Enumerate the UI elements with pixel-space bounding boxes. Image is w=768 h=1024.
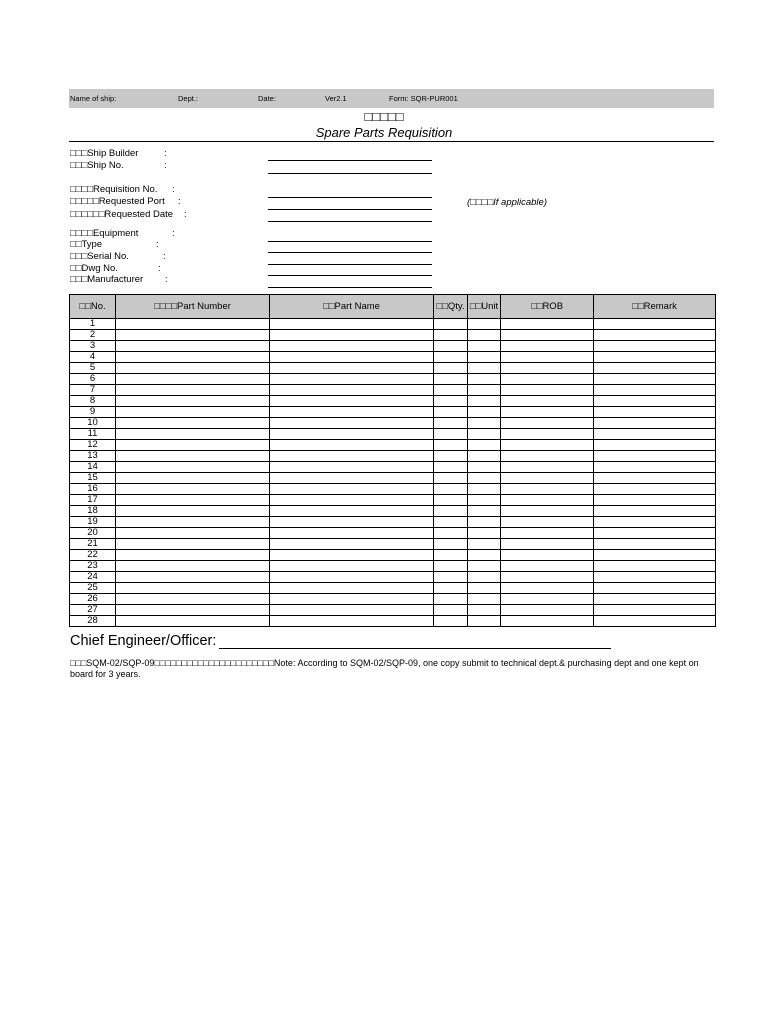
qty-cell[interactable] [434,616,468,627]
qty-cell[interactable] [434,572,468,583]
row-number-cell: 22 [70,550,116,561]
parts-table-header [70,295,716,319]
remark-cell[interactable] [594,517,716,528]
qty-cell[interactable] [434,341,468,352]
requested-port-label: □□□□□Requested Port [70,196,165,207]
col-header-part-name: □□Part Name [270,295,434,319]
row-number-cell: 26 [70,594,116,605]
part-number-cell[interactable] [116,583,270,594]
rob-cell[interactable] [501,473,594,484]
table-row [70,605,716,616]
remark-cell[interactable] [594,473,716,484]
table-row [70,363,716,374]
row-number-cell: 20 [70,528,116,539]
row-number-cell: 18 [70,506,116,517]
row-number-cell: 5 [70,363,116,374]
table-row [70,616,716,627]
rob-cell[interactable] [501,341,594,352]
part-name-cell[interactable] [270,583,434,594]
col-header-remark: □□Remark [594,295,716,319]
unit-cell[interactable] [468,572,501,583]
qty-cell[interactable] [434,605,468,616]
part-number-cell[interactable] [116,616,270,627]
ship-no-field[interactable] [268,173,432,174]
remark-cell[interactable] [594,451,716,462]
remark-cell[interactable] [594,539,716,550]
field-colon: : [156,239,159,250]
part-number-cell[interactable] [116,396,270,407]
part-name-cell[interactable] [270,352,434,363]
col-header-part-number: □□□□Part Number [116,295,270,319]
part-name-cell[interactable] [270,561,434,572]
part-name-cell[interactable] [270,319,434,330]
date-label: Date: [258,94,276,103]
field-colon: : [164,148,167,159]
row-number-cell: 13 [70,451,116,462]
unit-cell[interactable] [468,451,501,462]
part-number-cell[interactable] [116,506,270,517]
remark-cell[interactable] [594,396,716,407]
qty-cell[interactable] [434,495,468,506]
part-number-cell[interactable] [116,451,270,462]
col-header-unit: □□Unit [468,295,501,319]
table-row [70,418,716,429]
remark-cell[interactable] [594,572,716,583]
requested-date-field[interactable] [268,221,432,222]
part-name-cell[interactable] [270,407,434,418]
chief-engineer-signature-field[interactable] [219,648,611,649]
part-name-cell[interactable] [270,451,434,462]
table-row [70,341,716,352]
table-row [70,550,716,561]
remark-cell[interactable] [594,506,716,517]
rob-cell[interactable] [501,330,594,341]
row-number-cell: 2 [70,330,116,341]
qty-cell[interactable] [434,462,468,473]
footnote: □□□SQM-02/SQP-09□□□□□□□□□□□□□□□□□□□□□□Note: According to SQM-02/SQP-09, one copy submit to technical dept.& purchasing dept and one kept on board for 3 years. [70,658,699,679]
ship-name-label: Name of ship: [70,94,117,103]
qty-cell[interactable] [434,396,468,407]
type-label: □□Type [70,239,103,250]
table-row [70,319,716,330]
parts-table-body [70,319,716,627]
rob-cell[interactable] [501,484,594,495]
unit-cell[interactable] [468,396,501,407]
remark-cell[interactable] [594,341,716,352]
qty-cell[interactable] [434,374,468,385]
rob-cell[interactable] [501,506,594,517]
part-name-cell[interactable] [270,605,434,616]
part-name-cell[interactable] [270,462,434,473]
dwg-no-label: □□Dwg No. [70,263,118,274]
part-name-cell[interactable] [270,429,434,440]
row-number-cell: 23 [70,561,116,572]
part-name-cell[interactable] [270,572,434,583]
part-number-cell[interactable] [116,605,270,616]
qty-cell[interactable] [434,517,468,528]
version-label: Ver2.1 [325,94,347,103]
remark-cell[interactable] [594,440,716,451]
row-number-cell: 9 [70,407,116,418]
ship-no-label: □□□Ship No. [70,160,124,171]
rob-cell[interactable] [501,319,594,330]
table-row [70,506,716,517]
part-number-cell[interactable] [116,495,270,506]
rob-cell[interactable] [501,407,594,418]
remark-cell[interactable] [594,484,716,495]
rob-cell[interactable] [501,517,594,528]
part-name-cell[interactable] [270,517,434,528]
qty-cell[interactable] [434,583,468,594]
qty-cell[interactable] [434,550,468,561]
table-row [70,374,716,385]
rob-cell[interactable] [501,495,594,506]
ship-builder-label: □□□Ship Builder [70,148,139,159]
type-field[interactable] [268,252,432,253]
unit-cell[interactable] [468,561,501,572]
part-number-cell[interactable] [116,484,270,495]
unit-cell[interactable] [468,462,501,473]
row-number-cell: 21 [70,539,116,550]
qty-cell[interactable] [434,418,468,429]
rob-cell[interactable] [501,528,594,539]
table-row [70,539,716,550]
serial-no-label: □□□Serial No. [70,251,129,262]
rob-cell[interactable] [501,616,594,627]
row-number-cell: 12 [70,440,116,451]
rob-cell[interactable] [501,352,594,363]
part-number-cell[interactable] [116,550,270,561]
row-number-cell: 16 [70,484,116,495]
field-colon: : [163,251,166,262]
part-number-cell[interactable] [116,594,270,605]
row-number-cell: 27 [70,605,116,616]
unit-cell[interactable] [468,418,501,429]
row-number-cell: 3 [70,341,116,352]
ship-builder-field[interactable] [268,160,432,161]
part-number-cell[interactable] [116,418,270,429]
unit-cell[interactable] [468,528,501,539]
unit-cell[interactable] [468,352,501,363]
part-number-cell[interactable] [116,319,270,330]
unit-cell[interactable] [468,605,501,616]
row-number-cell: 24 [70,572,116,583]
qty-cell[interactable] [434,473,468,484]
qty-cell[interactable] [434,407,468,418]
port-applicable-note: (□□□□If applicable) [467,197,547,208]
field-colon: : [158,263,161,274]
field-colon: : [172,184,175,195]
qty-cell[interactable] [434,528,468,539]
unit-cell[interactable] [468,594,501,605]
unit-cell[interactable] [468,484,501,495]
chief-engineer-label: Chief Engineer/Officer: [70,633,217,649]
remark-cell[interactable] [594,594,716,605]
col-header-no: □□No. [70,295,116,319]
unit-cell[interactable] [468,363,501,374]
field-colon: : [165,274,168,285]
qty-cell[interactable] [434,363,468,374]
qty-cell[interactable] [434,539,468,550]
part-number-cell[interactable] [116,539,270,550]
table-row [70,561,716,572]
remark-cell[interactable] [594,616,716,627]
row-number-cell: 10 [70,418,116,429]
rob-cell[interactable] [501,561,594,572]
rob-cell[interactable] [501,429,594,440]
remark-cell[interactable] [594,429,716,440]
part-number-cell[interactable] [116,473,270,484]
parts-table [69,294,716,627]
remark-cell[interactable] [594,462,716,473]
part-number-cell[interactable] [116,341,270,352]
col-header-rob: □□ROB [501,295,594,319]
row-number-cell: 8 [70,396,116,407]
qty-cell[interactable] [434,440,468,451]
part-number-cell[interactable] [116,440,270,451]
part-number-cell[interactable] [116,330,270,341]
qty-cell[interactable] [434,594,468,605]
rob-cell[interactable] [501,385,594,396]
table-row [70,528,716,539]
table-row [70,352,716,363]
table-row [70,594,716,605]
qty-cell[interactable] [434,330,468,341]
remark-cell[interactable] [594,330,716,341]
requested-date-label: □□□□□□Requested Date [70,209,174,220]
part-name-cell[interactable] [270,330,434,341]
table-row [70,429,716,440]
remark-cell[interactable] [594,363,716,374]
rob-cell[interactable] [501,418,594,429]
remark-cell[interactable] [594,374,716,385]
row-number-cell: 19 [70,517,116,528]
part-number-cell[interactable] [116,462,270,473]
part-number-cell[interactable] [116,352,270,363]
rob-cell[interactable] [501,550,594,561]
remark-cell[interactable] [594,418,716,429]
rob-cell[interactable] [501,363,594,374]
remark-cell[interactable] [594,407,716,418]
table-row [70,517,716,528]
remark-cell[interactable] [594,385,716,396]
part-name-cell[interactable] [270,506,434,517]
row-number-cell: 15 [70,473,116,484]
dwg-no-field[interactable] [268,275,432,276]
unit-cell[interactable] [468,506,501,517]
unit-cell[interactable] [468,616,501,627]
table-row [70,407,716,418]
qty-cell[interactable] [434,561,468,572]
remark-cell[interactable] [594,605,716,616]
unit-cell[interactable] [468,407,501,418]
part-number-cell[interactable] [116,572,270,583]
table-row [70,385,716,396]
part-number-cell[interactable] [116,363,270,374]
form-title-chinese: □□□□□ [364,109,404,124]
part-name-cell[interactable] [270,550,434,561]
row-number-cell: 7 [70,385,116,396]
row-number-cell: 6 [70,374,116,385]
unit-cell[interactable] [468,319,501,330]
unit-cell[interactable] [468,495,501,506]
part-number-cell[interactable] [116,385,270,396]
unit-cell[interactable] [468,385,501,396]
unit-cell[interactable] [468,517,501,528]
remark-cell[interactable] [594,550,716,561]
rob-cell[interactable] [501,572,594,583]
part-number-cell[interactable] [116,407,270,418]
part-name-cell[interactable] [270,385,434,396]
serial-no-field[interactable] [268,264,432,265]
qty-cell[interactable] [434,451,468,462]
part-name-cell[interactable] [270,440,434,451]
unit-cell[interactable] [468,473,501,484]
qty-cell[interactable] [434,385,468,396]
rob-cell[interactable] [501,440,594,451]
title-divider [69,141,714,142]
remark-cell[interactable] [594,561,716,572]
unit-cell[interactable] [468,374,501,385]
requested-port-field[interactable] [268,209,432,210]
rob-cell[interactable] [501,539,594,550]
row-number-cell: 14 [70,462,116,473]
part-name-cell[interactable] [270,341,434,352]
part-name-cell[interactable] [270,594,434,605]
field-colon: : [178,196,181,207]
row-number-cell: 4 [70,352,116,363]
remark-cell[interactable] [594,528,716,539]
requisition-no-label: □□□□Requisition No. [70,184,158,195]
manufacturer-field[interactable] [268,287,432,288]
part-number-cell[interactable] [116,374,270,385]
unit-cell[interactable] [468,440,501,451]
unit-cell[interactable] [468,539,501,550]
form-code-label: Form: SQR-PUR001 [389,94,458,103]
rob-cell[interactable] [501,605,594,616]
row-number-cell: 28 [70,616,116,627]
requisition-no-field[interactable] [268,197,432,198]
rob-cell[interactable] [501,583,594,594]
part-name-cell[interactable] [270,418,434,429]
rob-cell[interactable] [501,451,594,462]
row-number-cell: 17 [70,495,116,506]
remark-cell[interactable] [594,352,716,363]
col-header-qty: □□Qty. [434,295,468,319]
part-number-cell[interactable] [116,429,270,440]
row-number-cell: 1 [70,319,116,330]
part-name-cell[interactable] [270,473,434,484]
table-row [70,495,716,506]
unit-cell[interactable] [468,429,501,440]
field-colon: : [172,228,175,239]
qty-cell[interactable] [434,352,468,363]
unit-cell[interactable] [468,550,501,561]
part-number-cell[interactable] [116,528,270,539]
qty-cell[interactable] [434,319,468,330]
unit-cell[interactable] [468,583,501,594]
qty-cell[interactable] [434,484,468,495]
part-name-cell[interactable] [270,528,434,539]
field-colon: : [184,209,187,220]
rob-cell[interactable] [501,396,594,407]
table-row [70,484,716,495]
form-header-bar [69,89,714,108]
unit-cell[interactable] [468,341,501,352]
rob-cell[interactable] [501,594,594,605]
table-row [70,451,716,462]
dept-label: Dept.: [178,94,199,103]
row-number-cell: 25 [70,583,116,594]
part-name-cell[interactable] [270,539,434,550]
table-row [70,473,716,484]
remark-cell[interactable] [594,319,716,330]
remark-cell[interactable] [594,495,716,506]
remark-cell[interactable] [594,583,716,594]
qty-cell[interactable] [434,429,468,440]
unit-cell[interactable] [468,330,501,341]
rob-cell[interactable] [501,374,594,385]
table-row [70,572,716,583]
table-row [70,440,716,451]
manufacturer-label: □□□Manufacturer [70,274,144,285]
row-number-cell: 11 [70,429,116,440]
table-row [70,330,716,341]
part-name-cell[interactable] [270,396,434,407]
part-name-cell[interactable] [270,495,434,506]
part-name-cell[interactable] [270,484,434,495]
part-number-cell[interactable] [116,561,270,572]
part-name-cell[interactable] [270,616,434,627]
equipment-field[interactable] [268,241,432,242]
table-row [70,462,716,473]
table-row [70,396,716,407]
part-number-cell[interactable] [116,517,270,528]
table-row [70,583,716,594]
part-name-cell[interactable] [270,374,434,385]
part-name-cell[interactable] [270,363,434,374]
rob-cell[interactable] [501,462,594,473]
field-colon: : [164,160,167,171]
form-title: Spare Parts Requisition [315,125,453,140]
qty-cell[interactable] [434,506,468,517]
equipment-label: □□□□Equipment [70,228,139,239]
